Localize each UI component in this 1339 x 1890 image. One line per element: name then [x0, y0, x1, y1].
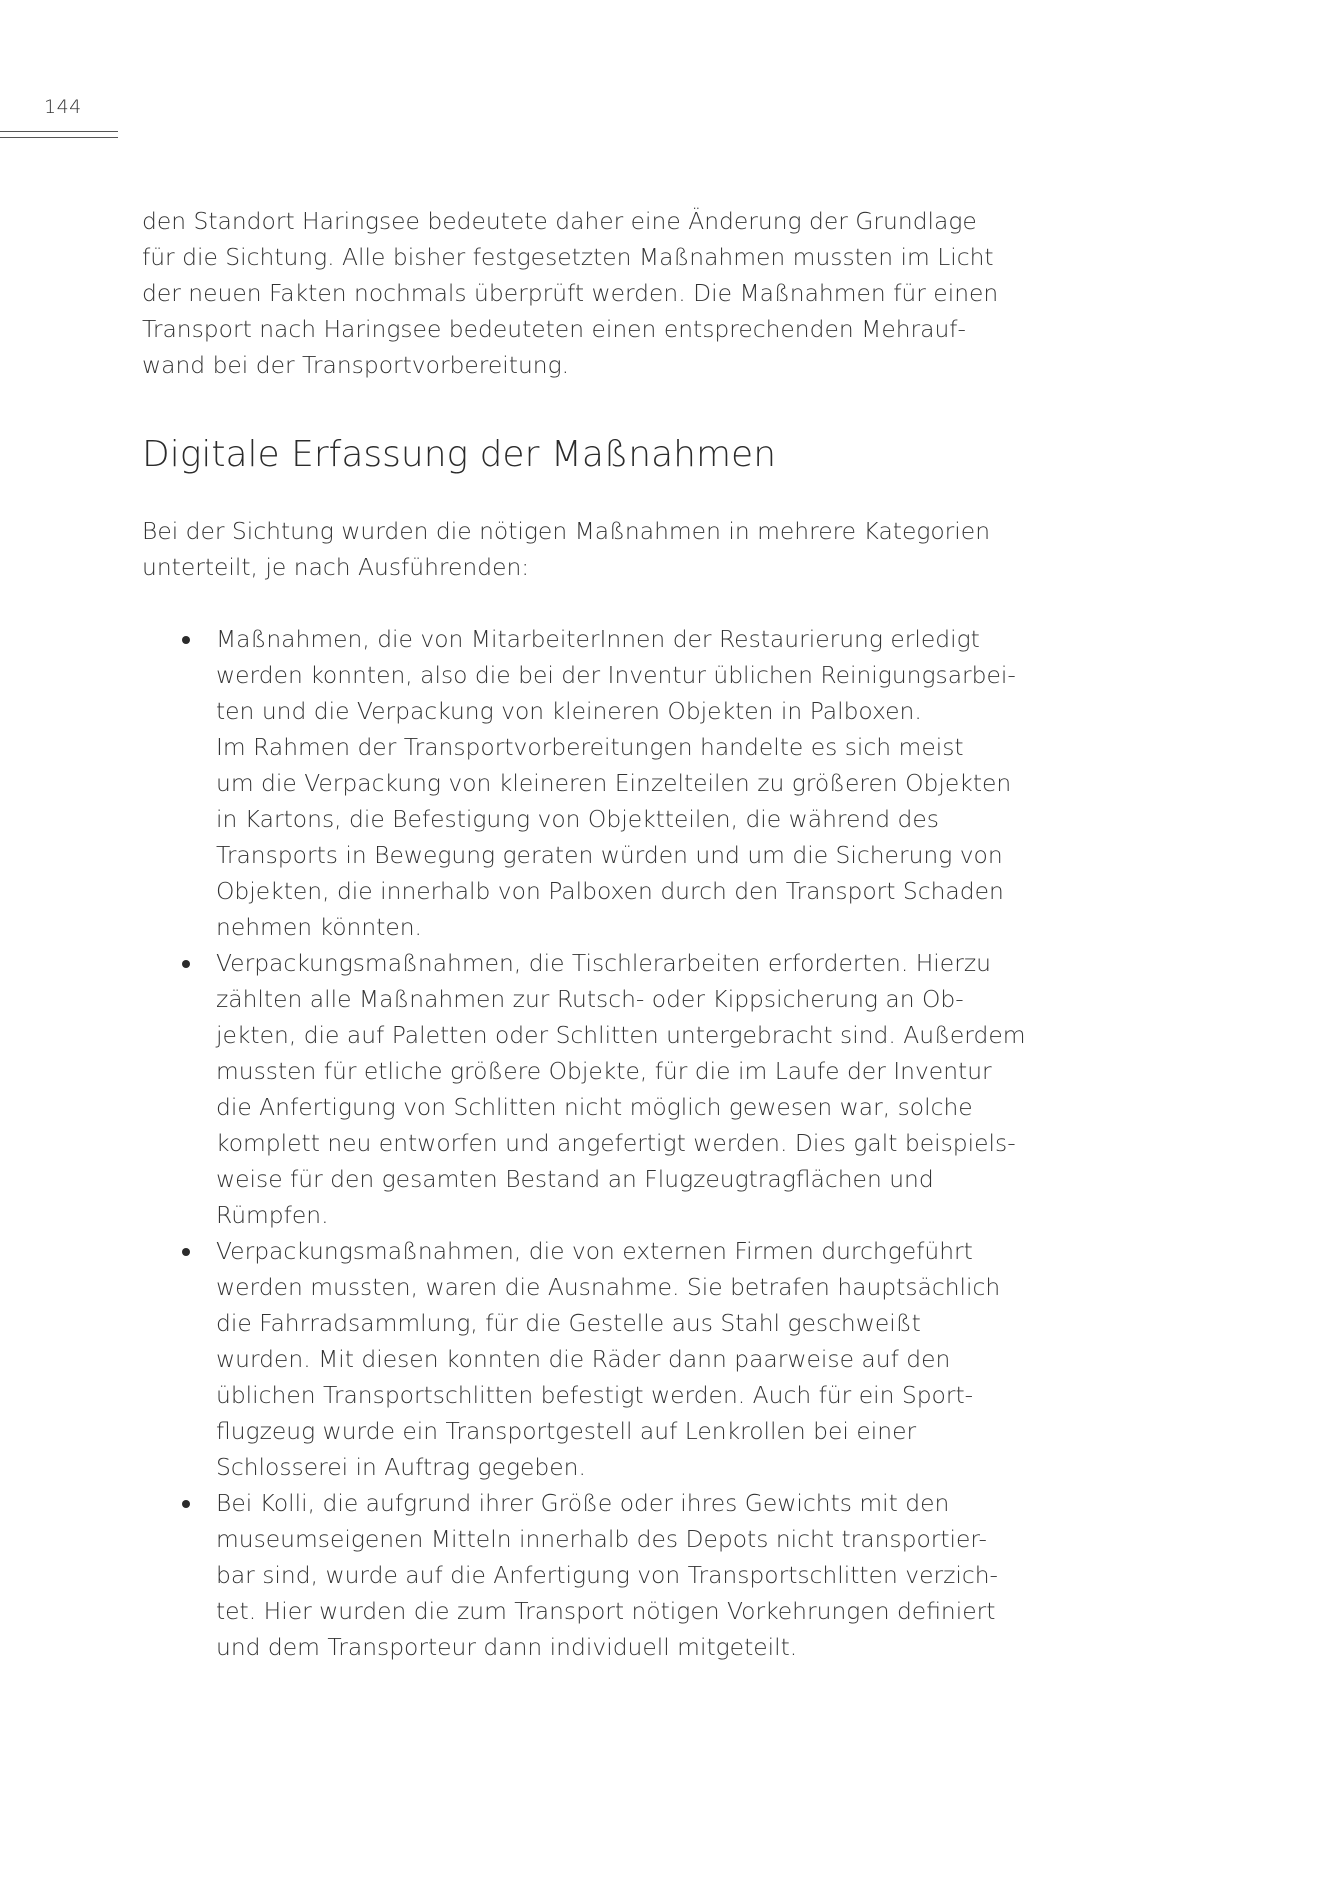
text-line: werden konnten, also die bei der Inventur üblichen Reinigungsarbei-: [216, 661, 1016, 689]
text-line: die Fahrradsammlung, für die Gestelle aus Stahl geschweißt: [216, 1309, 921, 1337]
text-line: tet. Hier wurden die zum Transport nötigen Vorkehrungen definiert: [216, 1597, 996, 1625]
text-line: Im Rahmen der Transportvorbereitungen handelte es sich meist: [216, 733, 964, 761]
list-item: [142, 621, 1042, 945]
text-line: flugzeug wurde ein Transportgestell auf Lenkrollen bei einer: [216, 1417, 917, 1445]
text-line: wurden. Mit diesen konnten die Räder dann paarweise auf den: [216, 1345, 951, 1373]
text-line: jekten, die auf Paletten oder Schlitten untergebracht sind. Außerdem: [216, 1021, 1026, 1049]
page-number: 144: [44, 96, 82, 118]
text-line: Rümpfen.: [216, 1201, 329, 1229]
list-item: [142, 1485, 1042, 1665]
text-line: Objekten, die innerhalb von Palboxen durch den Transport Schaden: [216, 877, 1004, 905]
text-line: mussten für etliche größere Objekte, für die im Laufe der Inventur: [216, 1057, 992, 1085]
text-line: für die Sichtung. Alle bisher festgesetzten Maßnahmen mussten im Licht: [142, 243, 994, 271]
text-line: weise für den gesamten Bestand an Flugzeugtragflächen und: [216, 1165, 934, 1193]
bullet-icon: [182, 1500, 190, 1508]
list-item: [142, 945, 1042, 1233]
page-content: [142, 203, 1042, 1681]
text-line: komplett neu entworfen und angefertigt werden. Dies galt beispiels-: [216, 1129, 1016, 1157]
text-line: und dem Transporteur dann individuell mitgeteilt.: [216, 1633, 798, 1661]
section-intro-paragraph: [142, 513, 1042, 585]
bullet-icon: [182, 636, 190, 644]
text-line: in Kartons, die Befestigung von Objektteilen, die während des: [216, 805, 939, 833]
header-rule: [0, 131, 118, 138]
text-line: um die Verpackung von kleineren Einzelteilen zu größeren Objekten: [216, 769, 1012, 797]
bullet-list: [142, 621, 1042, 1665]
text-line: werden mussten, waren die Ausnahme. Sie betrafen hauptsächlich: [216, 1273, 1001, 1301]
text-line: Transport nach Haringsee bedeuteten einen entsprechenden Mehrauf-: [142, 315, 966, 343]
text-line: zählten alle Maßnahmen zur Rutsch- oder Kippsicherung an Ob-: [216, 985, 964, 1013]
text-line: die Anfertigung von Schlitten nicht möglich gewesen war, solche: [216, 1093, 973, 1121]
text-line: der neuen Fakten nochmals überprüft werden. Die Maßnahmen für einen: [142, 279, 999, 307]
text-line: Verpackungsmaßnahmen, die Tischlerarbeiten erforderten. Hierzu: [216, 949, 991, 977]
text-line: Maßnahmen, die von MitarbeiterInnen der Restaurierung erledigt: [216, 625, 980, 653]
text-line: Bei der Sichtung wurden die nötigen Maßnahmen in mehrere Kategorien: [142, 517, 991, 545]
text-line: üblichen Transportschlitten befestigt werden. Auch für ein Sport-: [216, 1381, 974, 1409]
intro-paragraph: [142, 203, 1042, 383]
text-line: bar sind, wurde auf die Anfertigung von Transportschlitten verzich-: [216, 1561, 998, 1589]
text-line: wand bei der Transportvorbereitung.: [142, 351, 570, 379]
section-heading: Digitale Erfassung der Maßnahmen: [142, 434, 777, 475]
text-line: Schlosserei in Auftrag gegeben.: [216, 1453, 586, 1481]
list-item: [142, 1233, 1042, 1485]
text-line: unterteilt, je nach Ausführenden:: [142, 553, 530, 581]
text-line: Transports in Bewegung geraten würden und um die Sicherung von: [216, 841, 1003, 869]
text-line: nehmen könnten.: [216, 913, 422, 941]
bullet-icon: [182, 960, 190, 968]
text-line: Bei Kolli, die aufgrund ihrer Größe oder ihres Gewichts mit den: [216, 1489, 950, 1517]
text-line: Verpackungsmaßnahmen, die von externen Firmen durchgeführt: [216, 1237, 973, 1265]
text-line: ten und die Verpackung von kleineren Objekten in Palboxen.: [216, 697, 922, 725]
text-line: den Standort Haringsee bedeutete daher eine Änderung der Grundlage: [142, 207, 977, 235]
bullet-icon: [182, 1248, 190, 1256]
text-line: museumseigenen Mitteln innerhalb des Depots nicht transportier-: [216, 1525, 987, 1553]
